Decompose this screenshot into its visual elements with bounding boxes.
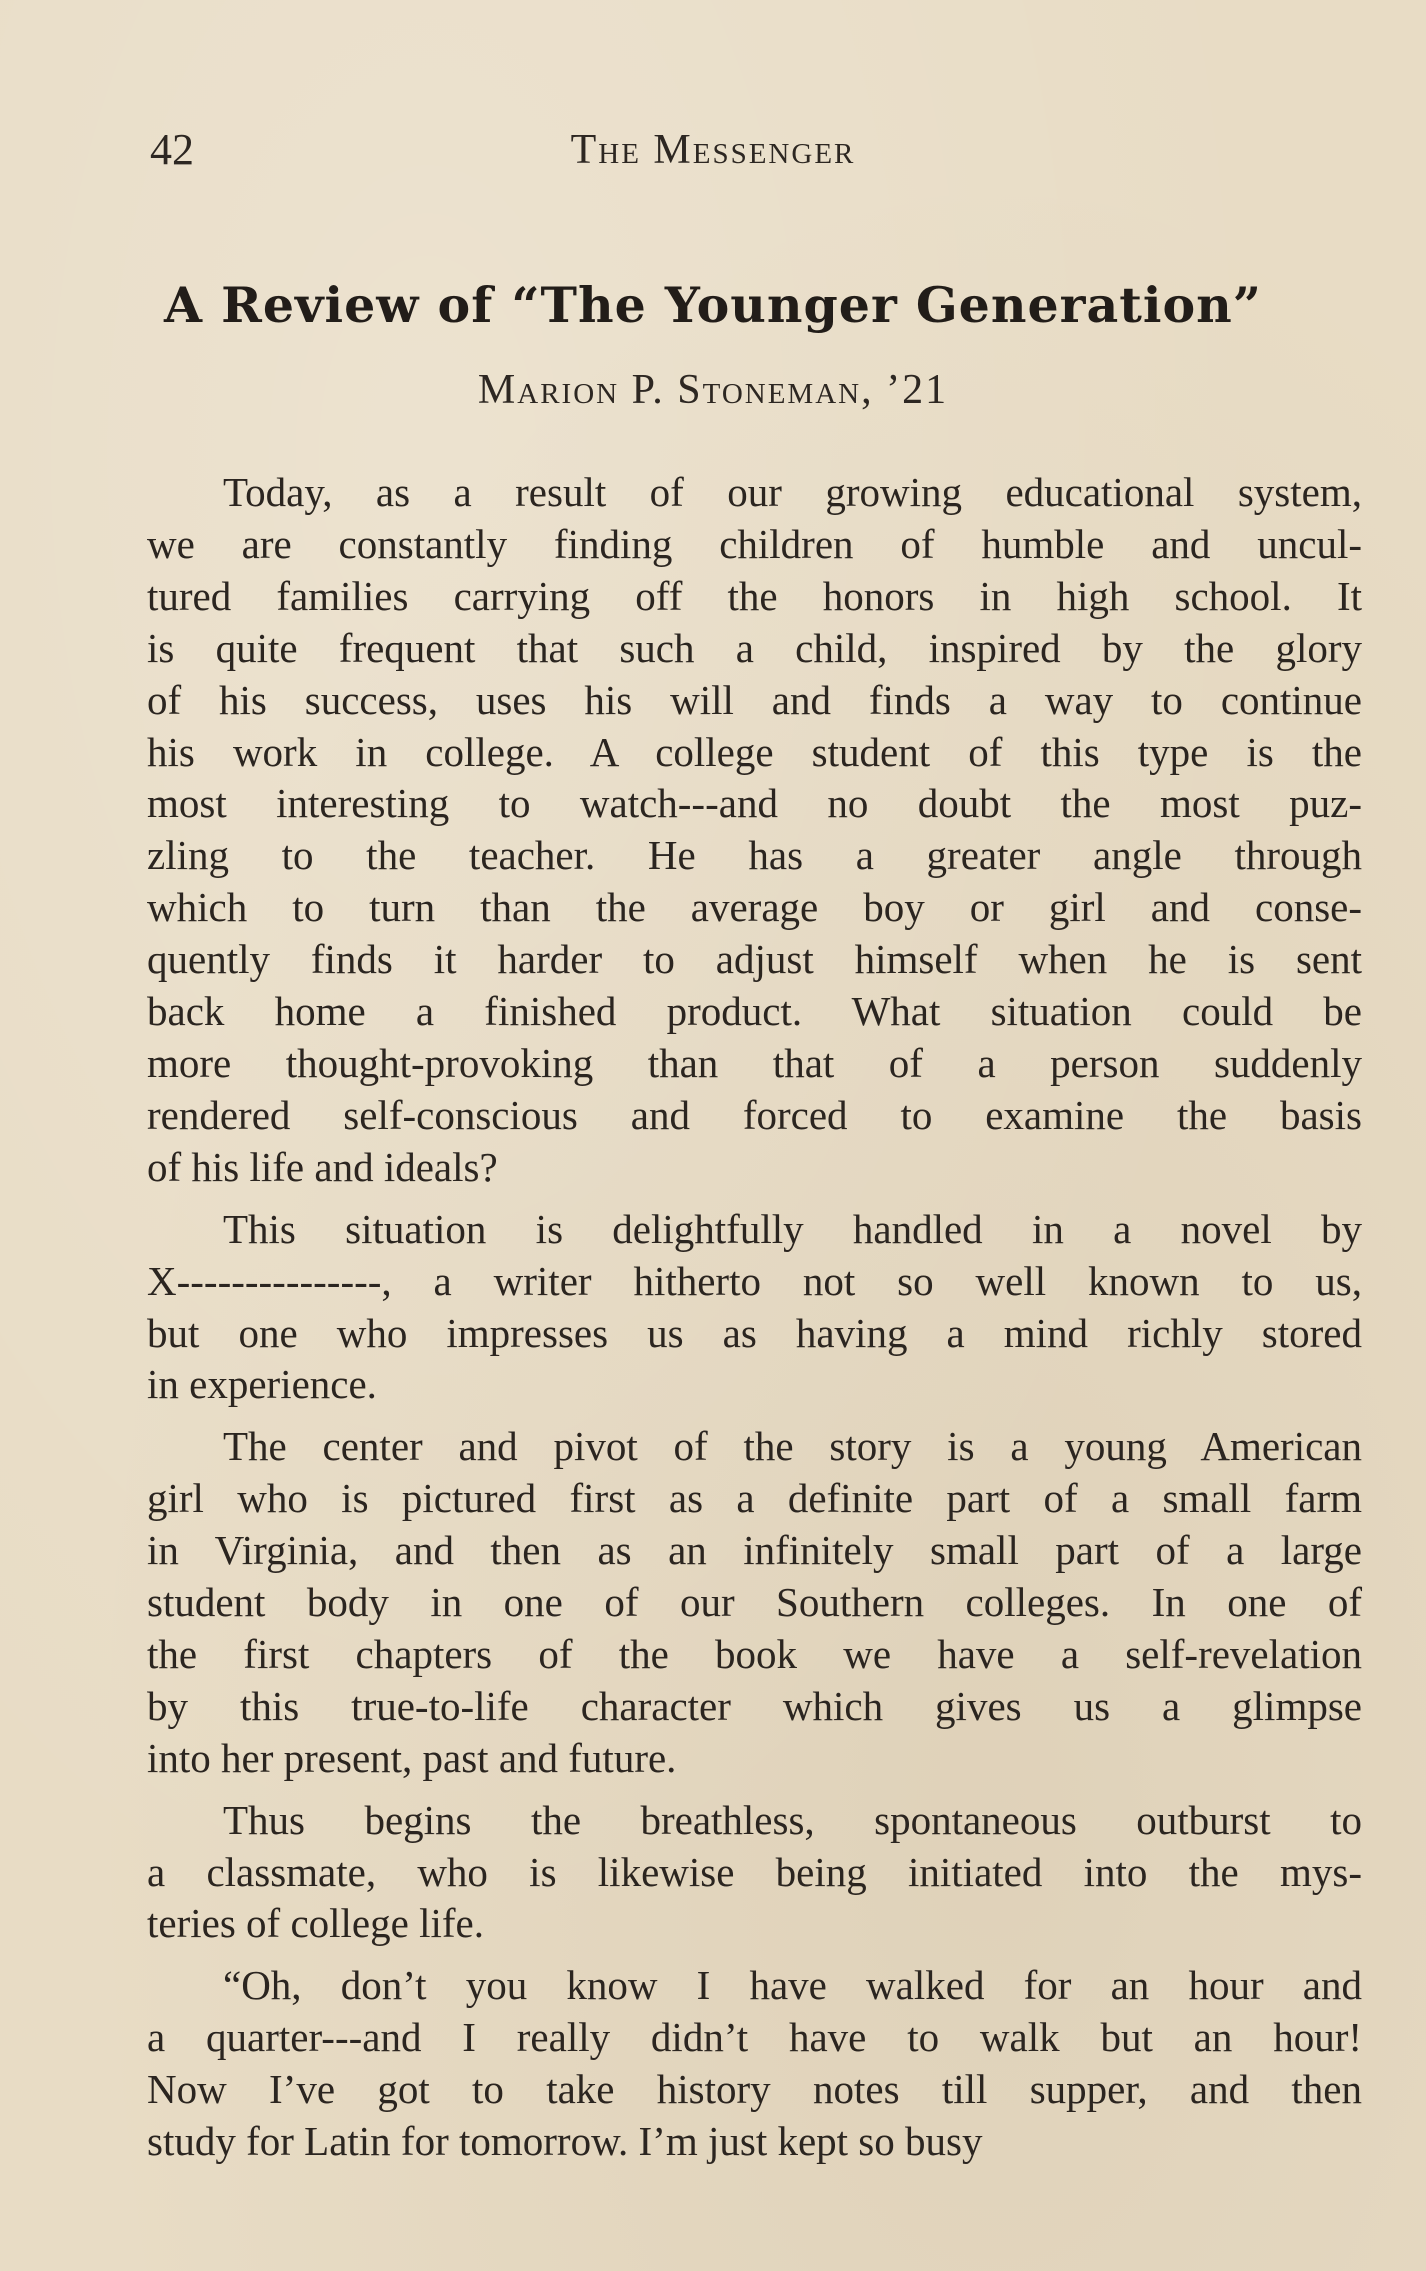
text-line: back home a finished product. What situation could be — [147, 988, 1362, 1035]
article-title: A Review of “The Younger Generation” — [164, 276, 1262, 334]
journal-title: The Messenger — [570, 127, 856, 173]
body-paragraph — [147, 1795, 1362, 1951]
text-line: Now I’ve got to take history notes till supper, and then — [147, 2066, 1362, 2113]
text-line: is quite frequent that such a child, inspired by the glory — [147, 624, 1362, 671]
text-line: a classmate, who is likewise being initiated into the mys- — [147, 1848, 1362, 1895]
text-line: quently finds it harder to adjust himself when he is sent — [147, 936, 1362, 983]
text-line: by this true-to-life character which gives us a glimpse — [147, 1682, 1362, 1729]
text-line: student body in one of our Southern colleges. In one of — [147, 1579, 1362, 1626]
text-line: but one who impresses us as having a mind richly stored — [147, 1309, 1362, 1356]
text-line: This situation is delightfully handled in a novel by — [223, 1205, 1362, 1252]
text-line: we are constantly finding children of humble and uncul- — [147, 520, 1362, 567]
text-line: zling to the teacher. He has a greater angle through — [147, 832, 1362, 879]
text-line: his work in college. A college student of this type is the — [147, 728, 1362, 775]
article-byline: Marion P. Stoneman, ’21 — [477, 367, 949, 413]
text-line: rendered self-conscious and forced to examine the basis — [147, 1091, 1362, 1138]
text-line: a quarter---and I really didn’t have to walk but an hour! — [147, 2014, 1362, 2061]
article-body — [147, 467, 1362, 2168]
text-line: Thus begins the breathless, spontaneous outburst to — [223, 1796, 1362, 1843]
text-line: in experience. — [147, 1361, 377, 1408]
text-line: “Oh, don’t you know I have walked for an hour and — [223, 1962, 1362, 2009]
page-number: 42 — [150, 125, 194, 174]
text-line: The center and pivot of the story is a young American — [223, 1423, 1362, 1470]
text-line: X---------------, a writer hitherto not so well known to us, — [147, 1257, 1362, 1304]
text-line: which to turn than the average boy or girl and conse- — [147, 884, 1362, 931]
text-line: girl who is pictured first as a definite part of a small farm — [147, 1475, 1362, 1522]
running-head — [150, 120, 1276, 180]
text-line: tured families carrying off the honors in high school. It — [147, 572, 1362, 619]
text-line: in Virginia, and then as an infinitely small part of a large — [147, 1527, 1362, 1574]
text-line: teries of college life. — [147, 1900, 484, 1947]
text-line: most interesting to watch---and no doubt the most puz- — [147, 780, 1362, 827]
text-line: of his success, uses his will and finds a way to continue — [147, 676, 1362, 723]
text-line: study for Latin for tomorrow. I’m just kept so busy — [147, 2118, 983, 2165]
text-line: Today, as a result of our growing educational system, — [223, 469, 1362, 515]
body-paragraph — [147, 467, 1362, 1194]
text-line: into her present, past and future. — [147, 1734, 677, 1781]
body-paragraph — [147, 1960, 1362, 2168]
text-line: of his life and ideals? — [147, 1143, 498, 1190]
text-line: more thought-provoking than that of a person suddenly — [147, 1039, 1362, 1086]
body-paragraph — [147, 1421, 1362, 1784]
body-paragraph — [147, 1204, 1362, 1412]
text-line: the first chapters of the book we have a self-revelation — [147, 1630, 1362, 1677]
